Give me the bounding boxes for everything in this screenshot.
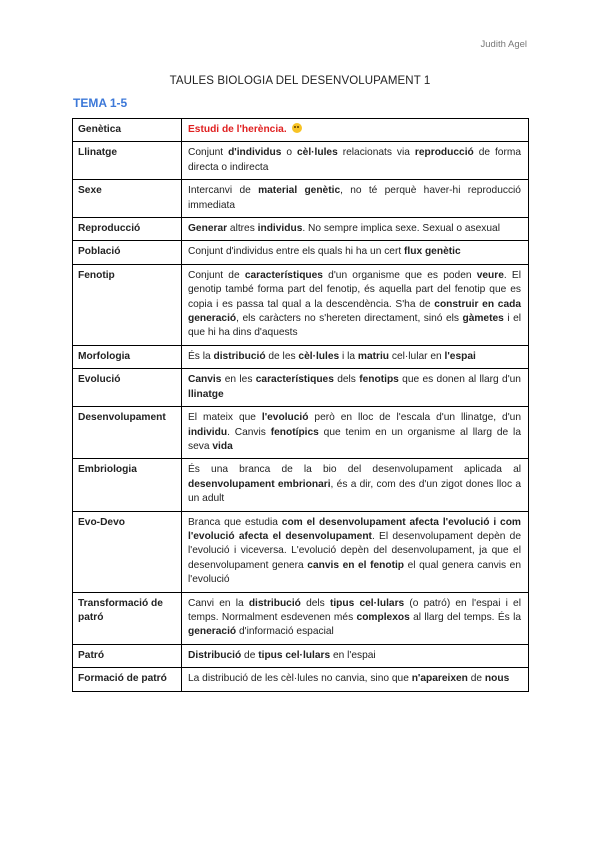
definition-text: dels <box>300 597 330 609</box>
table-row <box>73 592 529 644</box>
definition-keyword: característiques <box>255 374 334 386</box>
definition-text: El mateix que <box>188 412 262 424</box>
definition-keyword: individus <box>257 223 303 235</box>
definition-text: al llarg del temps. És la <box>409 611 521 623</box>
term-cell: Genètica <box>73 119 182 142</box>
definition-text: de <box>241 649 259 661</box>
term-cell: Evolució <box>73 369 182 407</box>
definition-text: o <box>281 147 297 159</box>
definition-cell <box>182 241 529 264</box>
term-cell: Sexe <box>73 180 182 218</box>
definition-keyword: tipus cel·lulars <box>258 649 331 661</box>
definition-keyword: l'espai <box>444 350 476 362</box>
definition-keyword: generació <box>188 626 237 638</box>
term-cell: Reproducció <box>73 218 182 241</box>
table-row <box>73 407 529 459</box>
definition-cell <box>182 668 529 691</box>
definition-text: de forma directa o indirecta <box>188 147 521 173</box>
definition-keyword: distribució <box>213 350 266 362</box>
term-cell: Patró <box>73 644 182 667</box>
definition-text: , els caràcters no s'hereten directament, sinó els <box>236 313 463 325</box>
definition-keyword: tipus cel·lulars <box>329 597 405 609</box>
definition-keyword: Distribució <box>188 649 242 661</box>
definition-cell <box>182 644 529 667</box>
definition-keyword: veure <box>476 269 504 281</box>
term-cell: Desenvolupament <box>73 407 182 459</box>
definition-cell <box>182 142 529 180</box>
definition-cell <box>182 592 529 644</box>
table-row <box>73 218 529 241</box>
definition-cell <box>182 459 529 511</box>
table-row <box>73 644 529 667</box>
definition-text: Canvi en la <box>188 597 249 609</box>
term-cell: Fenotip <box>73 264 182 345</box>
definition-text: d'un organisme que es poden <box>322 269 477 281</box>
definition-text: d'informació espacial <box>236 626 334 638</box>
definition-keyword: fenotípics <box>270 426 319 438</box>
definition-text: Conjunt <box>188 147 229 159</box>
definition-keyword: material genètic <box>258 185 341 197</box>
document-title: TAULES BIOLOGIA DEL DESENVOLUPAMENT 1 <box>169 75 431 87</box>
definition-text: Conjunt d'individus entre els quals hi ha un cert <box>188 246 405 258</box>
table-row <box>73 264 529 345</box>
term-cell: Població <box>73 241 182 264</box>
definition-text: altres <box>227 223 258 235</box>
definition-text: però en lloc de l'escala d'un llinatge, d'un <box>308 412 521 424</box>
definition-keyword: d'individus <box>228 147 282 159</box>
term-cell: Evo-Devo <box>73 511 182 592</box>
definition-text: en les <box>221 374 256 386</box>
definition-text: . El desenvolupament depèn de l'evolució i viceversa. L'evolució depèn del desenvolupament, ja que el desenvolupament genera <box>188 530 521 571</box>
definition-keyword: n'apareixen <box>411 673 468 685</box>
definition-text: en l'espai <box>330 649 376 661</box>
definition-text: cel·lular en <box>389 350 445 362</box>
definition-keyword: nous <box>484 673 510 685</box>
definition-keyword: distribució <box>248 597 301 609</box>
term-cell: Embriologia <box>73 459 182 511</box>
table-row <box>73 142 529 180</box>
definition-keyword: fenotips <box>359 374 399 386</box>
author-name: Judith Agel <box>480 39 527 50</box>
term-cell: Morfologia <box>73 345 182 368</box>
definition-text: que tenim en un organisme al llarg de la seva <box>188 426 521 452</box>
definition-keyword: l'evolució <box>261 412 309 424</box>
definition-cell <box>182 180 529 218</box>
definition-keyword: individu <box>188 426 228 438</box>
table-row <box>73 241 529 264</box>
definition-keyword: com el desenvolupament afecta l'evolució i com l'evolució afecta el desenvolupament <box>188 516 521 542</box>
definition-cell <box>182 264 529 345</box>
definition-keyword: Estudi de l'herència. <box>188 124 287 135</box>
definition-keyword: flux genètic <box>404 246 461 258</box>
definition-text: La distribució de les cèl·lules no canvia, sino que <box>188 673 412 685</box>
definition-text: . Canvis <box>227 426 271 438</box>
definition-text: que es donen al llarg d'un <box>398 374 521 386</box>
table-row <box>73 180 529 218</box>
definition-text: el qual genera canvis en l'evolució <box>188 559 521 586</box>
definition-keyword: cèl·lules <box>296 147 338 159</box>
definition-cell <box>182 345 529 368</box>
table-row <box>73 668 529 691</box>
definition-keyword: complexos <box>356 611 410 623</box>
definition-cell <box>182 407 529 459</box>
definition-keyword: gàmetes <box>462 313 504 325</box>
table-row <box>73 345 529 368</box>
definition-keyword: matriu <box>357 350 390 362</box>
definition-text: dels <box>333 374 360 386</box>
definition-keyword: reproducció <box>414 147 474 159</box>
definition-text: , és a dir, com des d'un zigot dones lloc a un adult <box>188 478 521 505</box>
definition-text: Intercanvi de <box>188 185 259 197</box>
definition-cell <box>182 369 529 407</box>
definition-text: . El genotip també forma part del fenotip, és aquella part del fenotip que es copia i es passa tal qual a la descendència. S'ha de <box>188 269 521 310</box>
glossary-table <box>72 118 529 692</box>
definition-keyword: construir en cada generació <box>188 298 521 325</box>
definition-keyword: Generar <box>188 223 228 235</box>
definition-text: i la <box>339 350 358 362</box>
definition-text: Branca que estudia <box>188 516 282 528</box>
table-row <box>73 369 529 407</box>
definition-cell <box>182 218 529 241</box>
table-row <box>73 119 529 142</box>
definition-keyword: desenvolupament embrionari <box>188 478 331 490</box>
definition-text: (o patró) en l'espai i el temps. Normalment esdevenen més <box>188 597 521 623</box>
definition-keyword: característiques <box>244 269 323 281</box>
table-row <box>73 511 529 592</box>
definition-text: relacionats via <box>337 147 415 159</box>
definition-cell <box>182 119 529 142</box>
term-cell: Formació de patró <box>73 668 182 691</box>
table-row <box>73 459 529 511</box>
definition-text: És la <box>188 350 214 362</box>
definition-text: És una branca de la bio del desenvolupament aplicada al <box>188 464 521 476</box>
definition-keyword: llinatge <box>188 388 224 400</box>
section-heading: TEMA 1-5 <box>73 96 128 110</box>
definition-text: de les <box>265 350 299 362</box>
definition-keyword: vida <box>212 440 233 452</box>
term-cell: Transformació de patró <box>73 592 182 644</box>
definition-text: de <box>467 673 485 685</box>
definition-text: , no té perquè haver-hi reproducció immediata <box>188 185 521 211</box>
slightly-smiling-face-icon <box>292 123 302 133</box>
definition-keyword: canvis en el fenotip <box>307 559 405 571</box>
definition-text: i el que hi ha dins d'aquests <box>188 313 521 339</box>
definition-keyword: cèl·lules <box>298 350 340 362</box>
definition-text: . No sempre implica sexe. Sexual o asexual <box>302 223 500 235</box>
definition-keyword: Canvis <box>188 374 222 386</box>
definition-text: Conjunt de <box>188 269 245 281</box>
term-cell: Llinatge <box>73 142 182 180</box>
definition-cell <box>182 511 529 592</box>
